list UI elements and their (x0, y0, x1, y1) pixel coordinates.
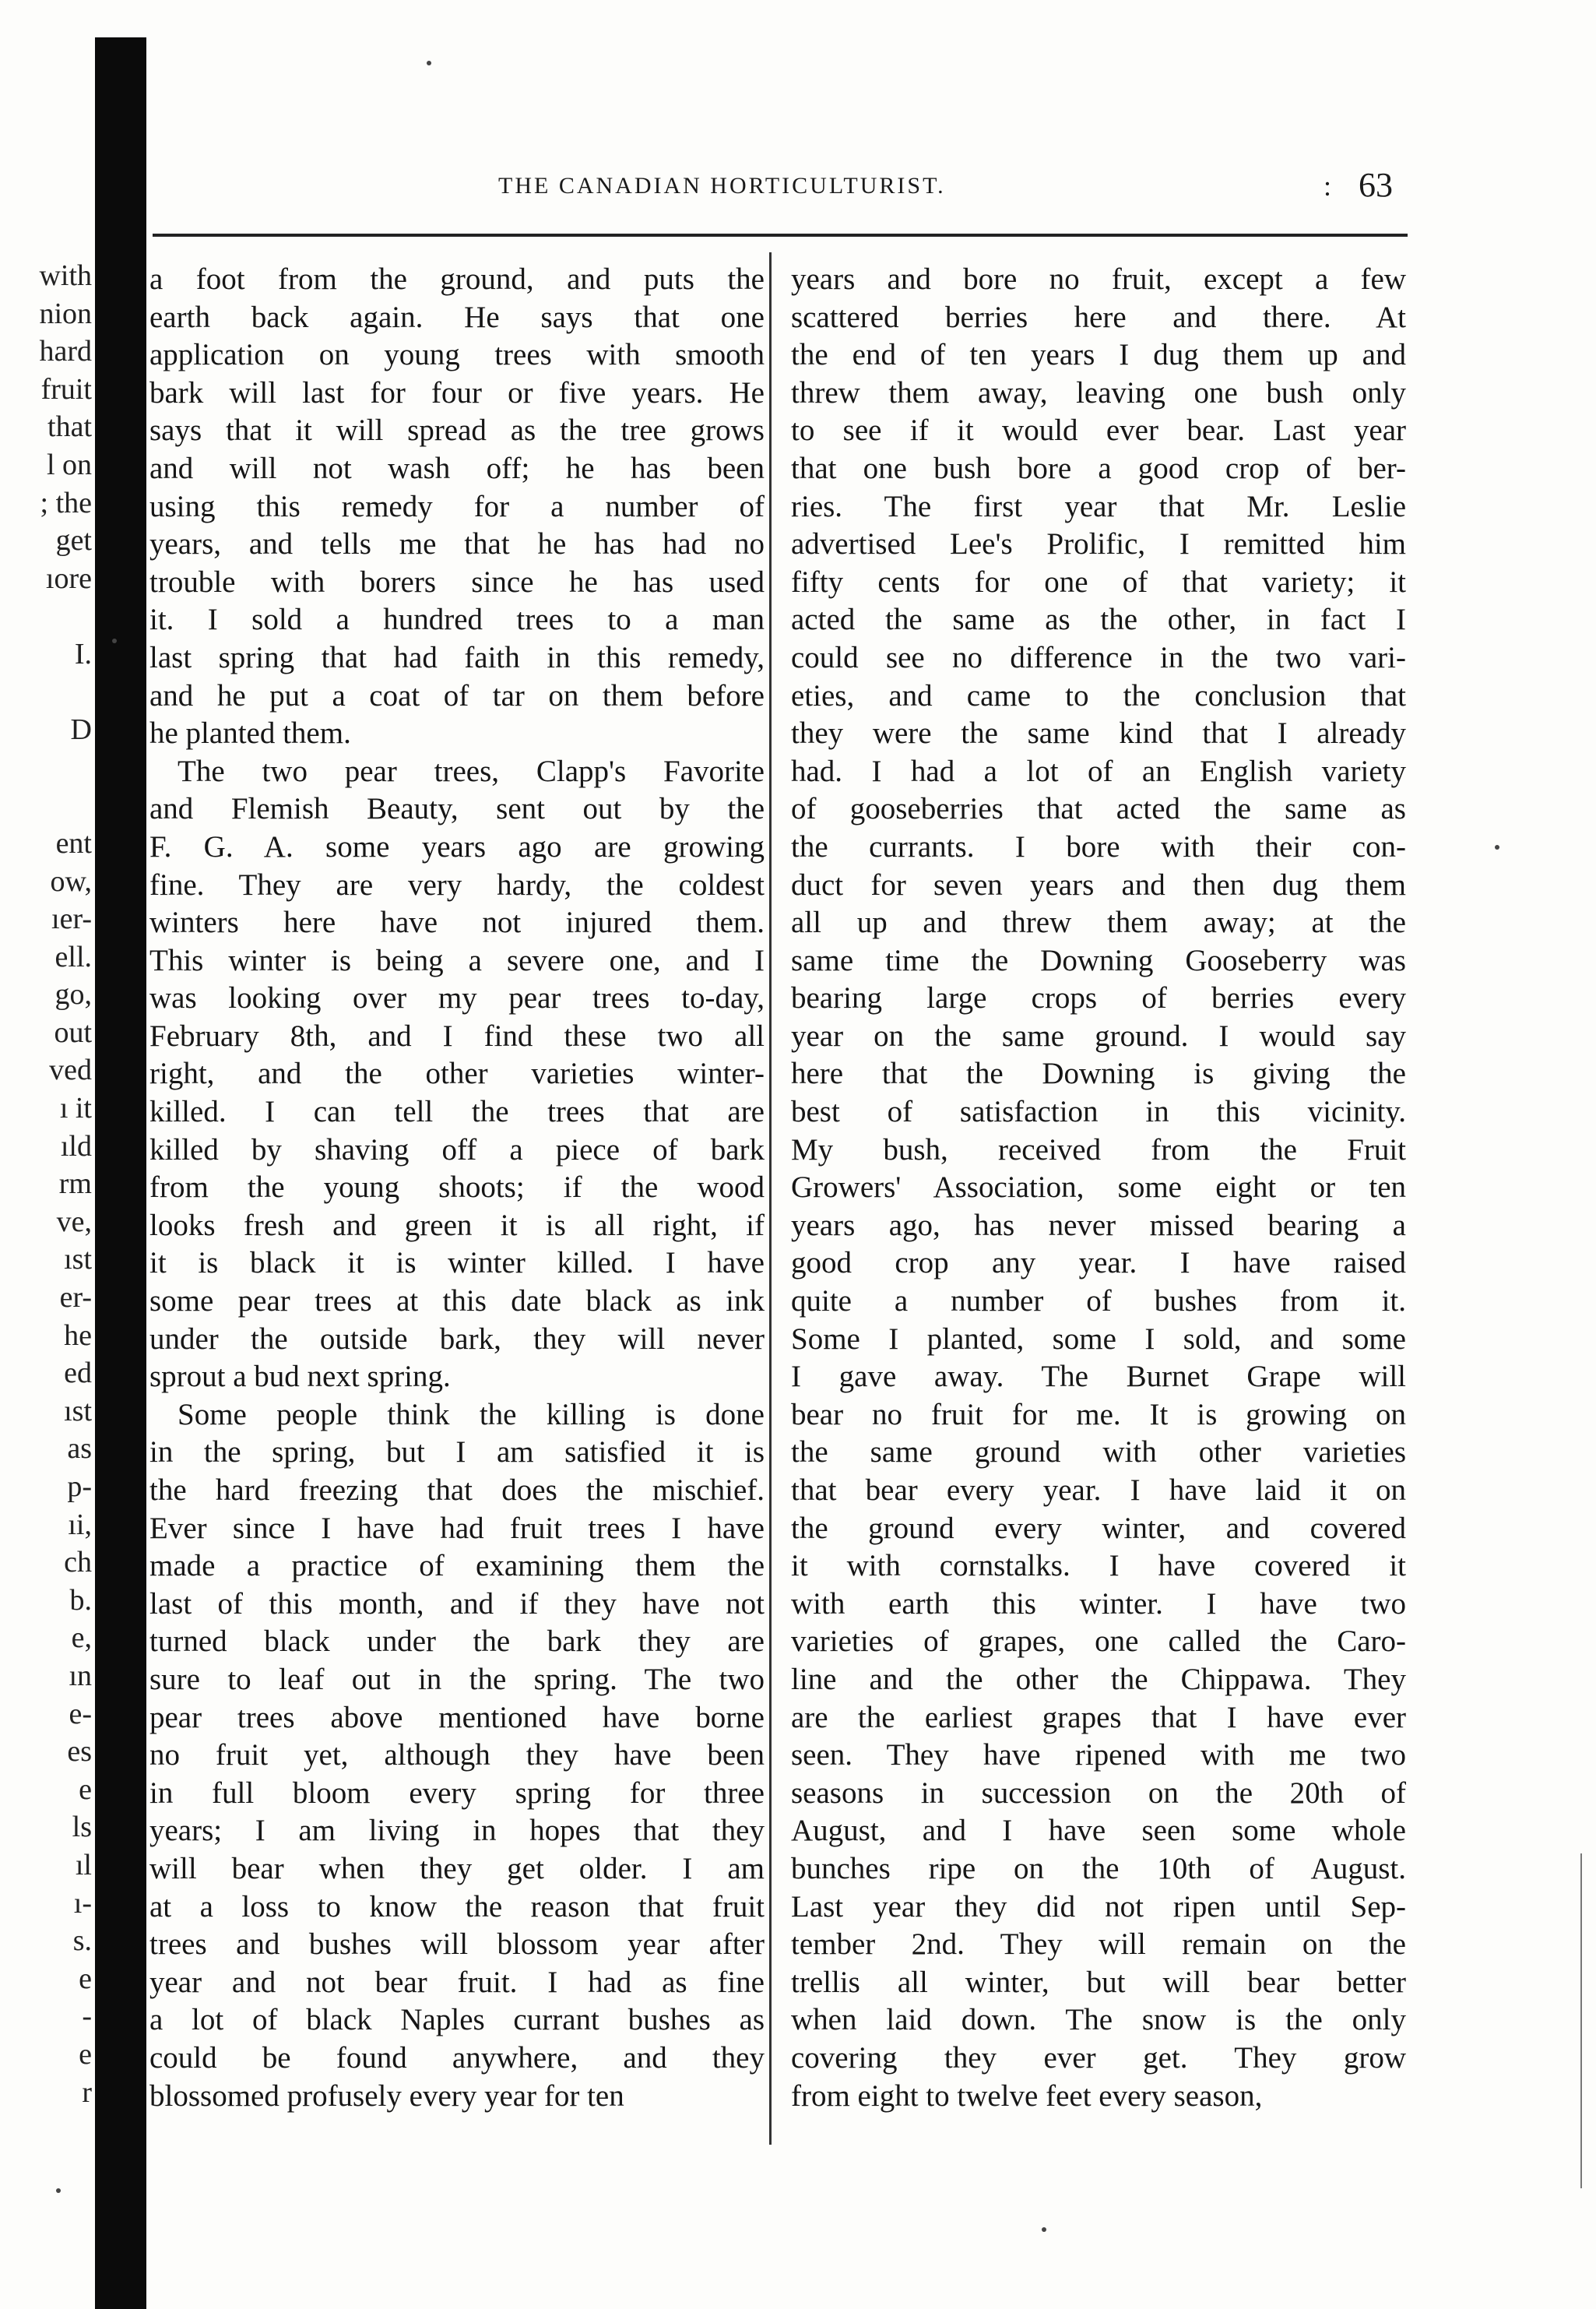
text-line: a lot of black Naples currant bushes as (149, 2003, 765, 2037)
text-line: good crop any year. I have raised (791, 1246, 1406, 1280)
text-line: the hard freezing that does the mischief. (149, 1473, 765, 1507)
text-line: August, and I have seen some whole (791, 1814, 1406, 1848)
text-line: the ground every winter, and covered (791, 1511, 1406, 1545)
margin-fragment: p- (67, 1470, 92, 1503)
text-line: with earth this winter. I have two (791, 1586, 1406, 1621)
text-line: years ago, has never missed bearing a (791, 1208, 1406, 1242)
text-line: Some I planted, some I sold, and some (791, 1322, 1406, 1356)
text-line: from eight to twelve feet every season, (791, 2078, 1263, 2113)
speck (1042, 2227, 1046, 2232)
text-line: that bear every year. I have laid it on (791, 1473, 1406, 1507)
margin-fragment: ; the (40, 486, 92, 519)
margin-fragment: ve, (56, 1205, 92, 1238)
speck (427, 61, 431, 65)
margin-fragment: nion (39, 297, 92, 330)
text-line: acted the same as the other, in fact I (791, 603, 1406, 637)
margin-fragment (0, 787, 92, 825)
text-line: My bush, received from the Fruit (791, 1132, 1406, 1167)
text-line: F. G. A. some years ago are growing (149, 829, 765, 864)
text-line: it with cornstalks. I have covered it (791, 1549, 1406, 1583)
margin-fragment: e- (69, 1697, 92, 1730)
text-line: Growers' Association, some eight or ten (791, 1170, 1406, 1205)
margin-fragment: ı- (73, 1886, 92, 1920)
margin-fragment: e (79, 1962, 92, 1995)
margin-fragment: go, (54, 978, 92, 1012)
margin-fragment: fruit (40, 372, 92, 406)
margin-fragment: s. (72, 1924, 92, 1958)
text-line: bark will last for four or five years. He (149, 375, 765, 410)
margin-fragment: ent (55, 826, 92, 860)
text-line: killed. I can tell the trees that are (149, 1095, 765, 1129)
text-line: trellis all winter, but will bear better (791, 1965, 1406, 1999)
margin-fragment: that (47, 410, 92, 444)
text-line: trouble with borers since he has used (149, 565, 765, 599)
text-line: years, and tells me that he has had no (149, 527, 765, 561)
text-line: a foot from the ground, and puts the (149, 262, 765, 296)
text-line: looks fresh and green it is all right, if (149, 1208, 765, 1242)
text-line: best of satisfaction in this vicinity. (791, 1095, 1406, 1129)
margin-fragment: ell. (54, 940, 92, 973)
text-line: threw them away, leaving one bush only (791, 375, 1406, 410)
text-line: some pear trees at this date black as ink (149, 1284, 765, 1318)
text-line: years and bore no fruit, except a few (791, 262, 1406, 296)
text-line: he planted them. (149, 716, 351, 751)
text-line: sprout a bud next spring. (149, 1360, 451, 1394)
margin-fragment: he (64, 1318, 92, 1352)
text-line: and he put a coat of tar on them before (149, 678, 765, 713)
text-line: says that it will spread as the tree grows (149, 414, 765, 448)
text-line: of gooseberries that acted the same as (791, 792, 1406, 826)
text-line: The two pear trees, Clapp's Favorite (178, 754, 765, 788)
margin-fragment: out (54, 1015, 92, 1049)
text-line: pear trees above mentioned have borne (149, 1700, 765, 1734)
margin-fragment: - (82, 2000, 92, 2033)
text-line: eties, and came to the conclusion that (791, 678, 1406, 713)
header-rule (153, 234, 1408, 237)
margin-fragment: l on (46, 448, 92, 481)
text-line: to see if it would ever bear. Last year (791, 414, 1406, 448)
speck (56, 2188, 61, 2193)
running-head: THE CANADIAN HORTICULTURIST. (498, 173, 946, 199)
text-line: years; I am living in hopes that they (149, 1814, 765, 1848)
text-line: will bear when they get older. I am (149, 1851, 765, 1885)
previous-page-fragments (0, 257, 92, 2111)
text-line: here that the Downing is giving the (791, 1057, 1406, 1091)
text-line: sure to leaf out in the spring. The two (149, 1662, 765, 1696)
text-line: seen. They have ripened with me two (791, 1738, 1406, 1772)
text-line: blossomed profusely every year for ten (149, 2078, 624, 2113)
scan-edge-mark (1580, 1853, 1582, 2188)
text-line: quite a number of bushes from it. (791, 1284, 1406, 1318)
text-line: trees and bushes will blossom year after (149, 1927, 765, 1962)
text-line: from the young shoots; if the wood (149, 1170, 765, 1205)
margin-fragment: ıl (75, 1848, 92, 1881)
text-line: the currants. I bore with their con- (791, 829, 1406, 864)
margin-fragment: er- (59, 1281, 92, 1315)
text-line: tember 2nd. They will remain on the (791, 1927, 1406, 1962)
margin-fragment: D (70, 713, 92, 747)
text-line: could see no difference in the two vari- (791, 640, 1406, 674)
text-line: covering they ever get. They grow (791, 2040, 1406, 2075)
text-line: fine. They are very hardy, the coldest (149, 868, 765, 902)
margin-fragment: e (79, 1772, 92, 1806)
text-line: same time the Downing Gooseberry was (791, 943, 1406, 977)
text-line: scattered berries here and there. At (791, 300, 1406, 334)
margin-fragment: ved (49, 1054, 92, 1087)
text-line: advertised Lee's Prolific, I remitted him (791, 527, 1406, 561)
margin-fragment: e (79, 2037, 92, 2071)
text-line: and will not wash off; he has been (149, 451, 765, 485)
margin-fragment: es (67, 1735, 92, 1769)
text-line: all up and threw them away; at the (791, 906, 1406, 940)
margin-fragment (0, 597, 92, 635)
text-line: bearing large crops of berries every (791, 981, 1406, 1015)
margin-fragment: ıst (64, 1243, 92, 1276)
text-line: they were the same kind that I already (791, 716, 1406, 751)
text-line: year and not bear fruit. I had as fine (149, 1965, 765, 1999)
text-line: last of this month, and if they have not (149, 1586, 765, 1621)
header-colon: : (1324, 171, 1332, 202)
margin-fragment: ed (64, 1357, 92, 1390)
margin-fragment: ow, (50, 864, 92, 898)
margin-fragment: ıst (64, 1394, 92, 1427)
right-text-column (791, 261, 1406, 2115)
margin-fragment: ın (69, 1659, 92, 1692)
column-divider (769, 252, 772, 2145)
margin-fragment: ıer- (51, 903, 92, 936)
text-line: bear no fruit for me. It is growing on (791, 1397, 1406, 1431)
margin-fragment: ıore (45, 561, 92, 595)
scan-gutter-shadow (95, 37, 146, 2309)
text-line: the same ground with other varieties (791, 1435, 1406, 1470)
margin-fragment: rm (58, 1167, 92, 1201)
text-line: bunches ripe on the 10th of August. (791, 1851, 1406, 1885)
margin-fragment: ls (72, 1811, 92, 1844)
text-line: using this remedy for a number of (149, 489, 765, 523)
text-line: line and the other the Chippawa. They (791, 1662, 1406, 1696)
margin-fragment: hard (39, 335, 92, 368)
text-line: at a loss to know the reason that fruit (149, 1889, 765, 1924)
page-number: 63 (1359, 166, 1393, 204)
margin-fragment: ch (64, 1546, 92, 1579)
margin-fragment: with (39, 259, 92, 292)
margin-fragment: ıi, (68, 1508, 92, 1541)
margin-fragment: get (55, 524, 92, 558)
text-line: and Flemish Beauty, sent out by the (149, 792, 765, 826)
text-line: duct for seven years and then dug them (791, 868, 1406, 902)
text-line: in the spring, but I am satisfied it is (149, 1435, 765, 1470)
text-line: earth back again. He says that one (149, 300, 765, 334)
text-line: under the outside bark, they will never (149, 1322, 765, 1356)
text-line: winters here have not injured them. (149, 906, 765, 940)
text-line: February 8th, and I find these two all (149, 1019, 765, 1053)
text-line: killed by shaving off a piece of bark (149, 1132, 765, 1167)
left-text-column (149, 261, 765, 2115)
text-line: Some people think the killing is done (178, 1397, 765, 1431)
text-line: seasons in succession on the 20th of (791, 1776, 1406, 1810)
margin-fragment: e, (71, 1621, 92, 1655)
text-line: ries. The first year that Mr. Leslie (791, 489, 1406, 523)
margin-fragment (0, 674, 92, 712)
margin-fragment: r (82, 2075, 92, 2109)
text-line: it is black it is winter killed. I have (149, 1246, 765, 1280)
text-line: no fruit yet, although they have been (149, 1738, 765, 1772)
margin-fragment: b. (69, 1583, 92, 1617)
margin-fragment: as (67, 1432, 92, 1466)
speck (112, 639, 117, 643)
text-line: This winter is being a severe one, and I (149, 943, 765, 977)
text-line: the end of ten years I dug them up and (791, 338, 1406, 372)
text-line: Ever since I have had fruit trees I have (149, 1511, 765, 1545)
text-line: had. I had a lot of an English variety (791, 754, 1406, 788)
text-line: varieties of grapes, one called the Caro- (791, 1624, 1406, 1659)
margin-fragment: ıld (60, 1129, 92, 1163)
text-line: I gave away. The Burnet Grape will (791, 1360, 1406, 1394)
text-line: fifty cents for one of that variety; it (791, 565, 1406, 599)
text-line: turned black under the bark they are (149, 1624, 765, 1659)
text-line: right, and the other varieties winter- (149, 1057, 765, 1091)
text-line: application on young trees with smooth (149, 338, 765, 372)
margin-fragment: I. (74, 637, 92, 671)
margin-fragment (0, 749, 92, 787)
speck (1495, 845, 1499, 850)
text-line: could be found anywhere, and they (149, 2040, 765, 2075)
text-line: are the earliest grapes that I have ever (791, 1700, 1406, 1734)
text-line: in full bloom every spring for three (149, 1776, 765, 1810)
text-line: was looking over my pear trees to-day, (149, 981, 765, 1015)
text-line: when laid down. The snow is the only (791, 2003, 1406, 2037)
text-line: Last year they did not ripen until Sep- (791, 1889, 1406, 1924)
text-line: year on the same ground. I would say (791, 1019, 1406, 1053)
text-line: last spring that had faith in this remedy, (149, 640, 765, 674)
text-line: made a practice of examining them the (149, 1549, 765, 1583)
text-line: it. I sold a hundred trees to a man (149, 603, 765, 637)
text-line: that one bush bore a good crop of ber- (791, 451, 1406, 485)
margin-fragment: ı it (59, 1092, 92, 1125)
